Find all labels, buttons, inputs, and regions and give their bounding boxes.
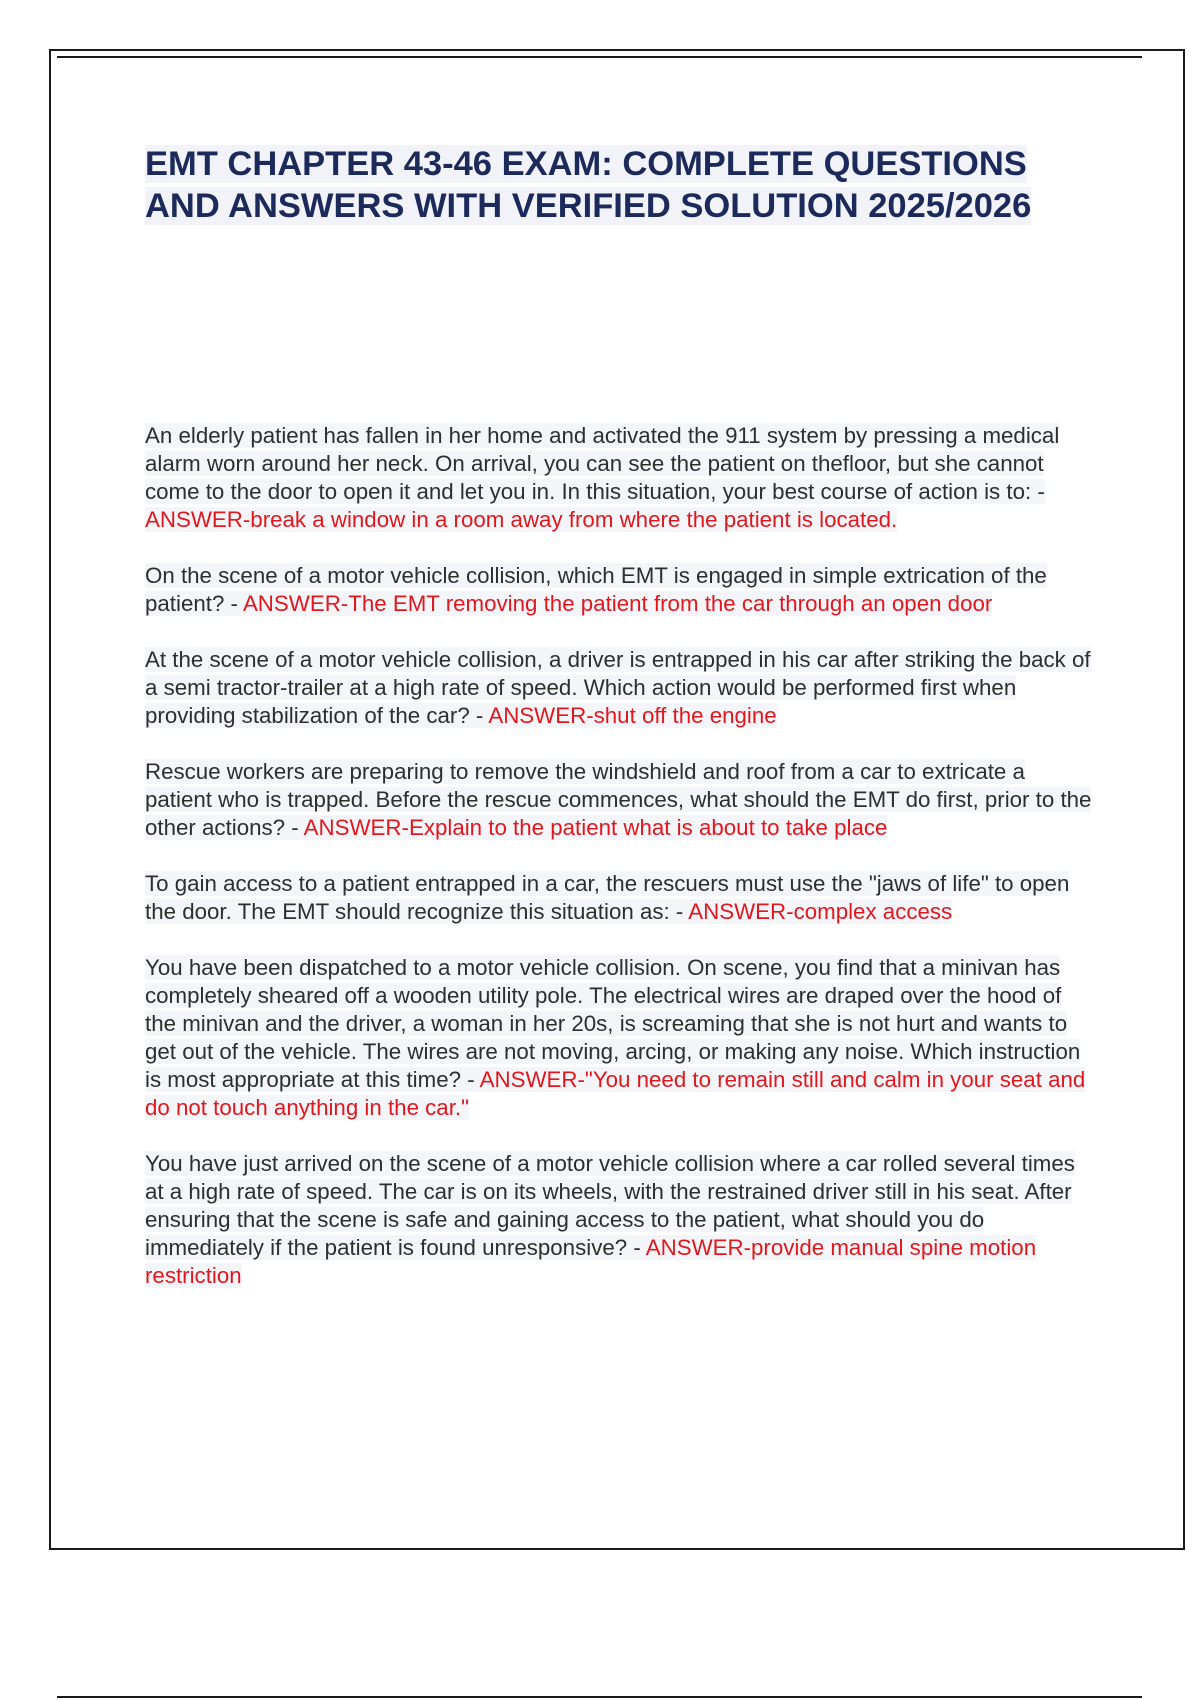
question-text: At the scene of a motor vehicle collision, a driver is entrapped in his car after striking the back of a semi tractor-trailer at a high rate of speed. Which action would be performed first when providing stabilization of the car? -: [145, 647, 1091, 728]
answer-text: ANSWER-complex access: [688, 899, 953, 924]
answer-text: ANSWER-Explain to the patient what is about to take place: [303, 815, 888, 840]
answer-text: ANSWER-provide manual spine motion restriction: [145, 1235, 1037, 1288]
qa-list: [145, 422, 1095, 1318]
question-text: You have been dispatched to a motor vehicle collision. On scene, you find that a minivan has completely sheared off a wooden utility pole. The electrical wires are draped over the hood of the minivan and the driver, a woman in her 20s, is screaming that she is not hurt and wants to get out of the vehicle. The wires are not moving, arcing, or making any noise. Which instruction is most appropriate at this time? -: [145, 955, 1081, 1092]
question-text: On the scene of a motor vehicle collision, which EMT is engaged in simple extrication of the patient? -: [145, 563, 1047, 616]
question-text: An elderly patient has fallen in her home and activated the 911 system by pressing a medical alarm worn around her neck. On arrival, you can see the patient on thefloor, but she cannot come to the door to open it and let you in. In this situation, your best course of action is to: -: [145, 423, 1060, 504]
answer-text: ANSWER-"You need to remain still and calm in your seat and do not touch anything in the car.": [145, 1067, 1086, 1120]
qa-item: [145, 758, 1095, 842]
qa-item: [145, 954, 1095, 1122]
top-rule: [57, 56, 1142, 58]
question-text: You have just arrived on the scene of a motor vehicle collision where a car rolled several times at a high rate of speed. The car is on its wheels, with the restrained driver still in his seat. After ensuring that the scene is safe and gaining access to the patient, what should you do immediately if the patient is found unresponsive? -: [145, 1151, 1075, 1260]
qa-item: [145, 1150, 1095, 1290]
qa-item: [145, 870, 1095, 926]
bottom-rule: [57, 1696, 1142, 1698]
qa-item: [145, 562, 1095, 618]
document-title: [145, 143, 1095, 227]
qa-item: [145, 422, 1095, 534]
answer-text: ANSWER-break a window in a room away from where the patient is located.: [145, 507, 898, 532]
answer-text: ANSWER-The EMT removing the patient from the car through an open door: [242, 591, 993, 616]
question-text: To gain access to a patient entrapped in a car, the rescuers must use the "jaws of life" to open the door. The EMT should recognize this situation as: -: [145, 871, 1070, 924]
answer-text: ANSWER-shut off the engine: [488, 703, 777, 728]
document-title-text: EMT CHAPTER 43-46 EXAM: COMPLETE QUESTIONS AND ANSWERS WITH VERIFIED SOLUTION 2025/2026: [145, 145, 1032, 225]
qa-item: [145, 646, 1095, 730]
question-text: Rescue workers are preparing to remove the windshield and roof from a car to extricate a patient who is trapped. Before the rescue commences, what should the EMT do first, prior to the other actions? -: [145, 759, 1092, 840]
